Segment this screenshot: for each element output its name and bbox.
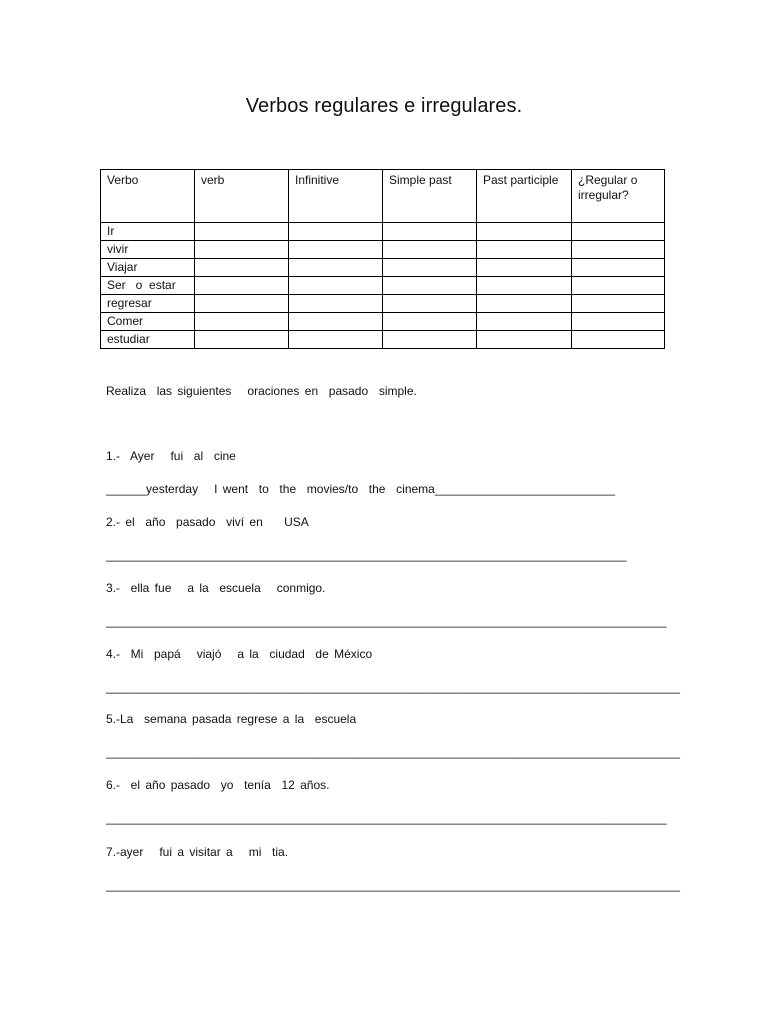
exercise-answer-line[interactable]: ______yesterday I went to the movies/to the cinema___________________________: [106, 482, 616, 496]
answer-cell[interactable]: [289, 277, 383, 295]
header-cell: Simple past: [383, 170, 477, 223]
answer-cell[interactable]: [289, 241, 383, 259]
table-row: [101, 277, 665, 295]
answer-cell[interactable]: [383, 331, 477, 349]
answer-cell[interactable]: [572, 259, 665, 277]
answer-cell[interactable]: [477, 241, 572, 259]
answer-cell[interactable]: [477, 313, 572, 331]
verb-cell: estudiar: [101, 331, 195, 349]
answer-cell[interactable]: [477, 295, 572, 313]
verbs-table: [100, 169, 665, 349]
answer-cell[interactable]: [289, 259, 383, 277]
table-row: [101, 331, 665, 349]
answer-cell[interactable]: [572, 331, 665, 349]
answer-cell[interactable]: [383, 259, 477, 277]
exercise-answer-line[interactable]: ______________________________________________________________________________: [106, 548, 627, 562]
header-cell: Infinitive: [289, 170, 383, 223]
exercise-prompt: 1.- Ayer fui al cine: [106, 449, 236, 463]
answer-cell[interactable]: [383, 241, 477, 259]
answer-cell[interactable]: [572, 241, 665, 259]
answer-cell[interactable]: [477, 331, 572, 349]
answer-cell[interactable]: [383, 277, 477, 295]
answer-cell[interactable]: [477, 223, 572, 241]
verb-cell: regresar: [101, 295, 195, 313]
exercise-answer-line[interactable]: ______________________________________________________________________________________: [106, 745, 680, 759]
exercise-answer-line[interactable]: ____________________________________________________________________________________: [106, 614, 667, 628]
instruction-text: Realiza las siguientes oraciones en pasado simple.: [106, 384, 417, 398]
answer-cell[interactable]: [195, 223, 289, 241]
table-row: [101, 241, 665, 259]
exercise-prompt: 6.- el año pasado yo tenía 12 años.: [106, 778, 330, 792]
answer-cell[interactable]: [289, 295, 383, 313]
verb-cell: vivir: [101, 241, 195, 259]
exercise-prompt: 7.-ayer fui a visitar a mi tia.: [106, 845, 289, 859]
answer-cell[interactable]: [289, 331, 383, 349]
answer-cell[interactable]: [289, 313, 383, 331]
verb-cell: Comer: [101, 313, 195, 331]
table-header-row: [101, 170, 665, 223]
exercise-prompt: 5.-La semana pasada regrese a la escuela: [106, 712, 357, 726]
answer-cell[interactable]: [477, 277, 572, 295]
answer-cell[interactable]: [195, 331, 289, 349]
exercise-answer-line[interactable]: ______________________________________________________________________________________: [106, 680, 680, 694]
verb-cell: Viajar: [101, 259, 195, 277]
answer-cell[interactable]: [383, 295, 477, 313]
table-row: [101, 313, 665, 331]
header-cell: ¿Regular o irregular?: [572, 170, 665, 223]
answer-cell[interactable]: [383, 223, 477, 241]
answer-cell[interactable]: [195, 259, 289, 277]
page-title: Verbos regulares e irregulares.: [245, 95, 523, 117]
exercise-prompt: 3.- ella fue a la escuela conmigo.: [106, 581, 326, 595]
verb-cell: Ir: [101, 223, 195, 241]
exercise-answer-line[interactable]: ____________________________________________________________________________________: [106, 811, 667, 825]
verb-cell: Ser o estar: [101, 277, 195, 295]
answer-cell[interactable]: [572, 277, 665, 295]
answer-cell[interactable]: [195, 295, 289, 313]
exercise-prompt: 4.- Mi papá viajó a la ciudad de México: [106, 647, 373, 661]
exercise-prompt: 2.- el año pasado viví en USA: [106, 515, 309, 529]
header-cell: Past participle: [477, 170, 572, 223]
table-row: [101, 259, 665, 277]
table-row: [101, 223, 665, 241]
header-cell: Verbo: [101, 170, 195, 223]
answer-cell[interactable]: [477, 259, 572, 277]
answer-cell[interactable]: [195, 241, 289, 259]
answer-cell[interactable]: [195, 313, 289, 331]
answer-cell[interactable]: [195, 277, 289, 295]
answer-cell[interactable]: [572, 295, 665, 313]
answer-cell[interactable]: [572, 223, 665, 241]
exercise-answer-line[interactable]: ______________________________________________________________________________________: [106, 878, 680, 892]
header-cell: verb: [195, 170, 289, 223]
answer-cell[interactable]: [289, 223, 383, 241]
answer-cell[interactable]: [383, 313, 477, 331]
answer-cell[interactable]: [572, 313, 665, 331]
table-row: [101, 295, 665, 313]
